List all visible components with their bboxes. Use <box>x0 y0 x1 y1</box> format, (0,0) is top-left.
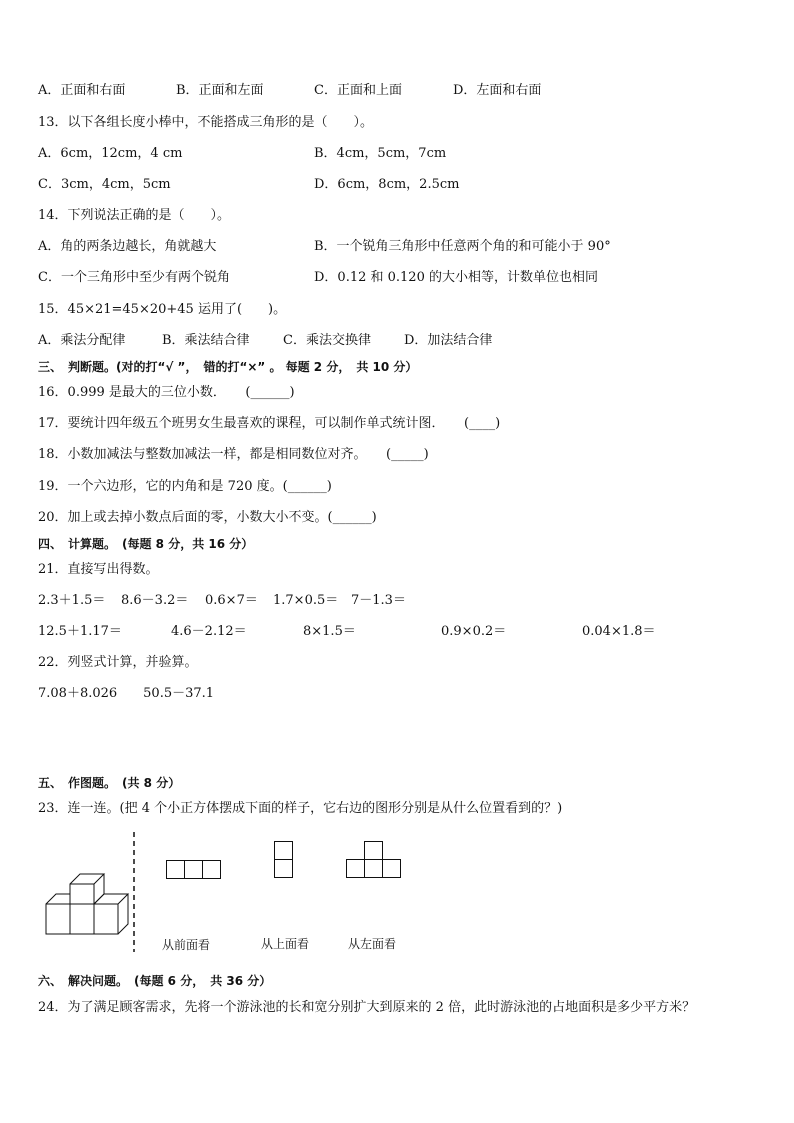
q15-option-c: C．乘法交换律 <box>283 333 371 348</box>
q12-option-c: C．正面和上面 <box>314 83 402 98</box>
caption-left-view: 从左面看 <box>348 937 397 951</box>
q12-option-a: A．正面和右面 <box>38 83 126 98</box>
q12-option-b: B．正面和左面 <box>176 83 264 98</box>
q20-statement: 20．加上或去掉小数点后面的零，小数大小不变。(______) <box>38 510 377 525</box>
q21-item: 2.3＋1.5＝ <box>38 593 106 608</box>
q18-statement: 18．小数加减法与整数加减法一样，都是相同数位对齐。 (_____) <box>38 447 429 462</box>
section-6-heading: 六、 解决问题。 (每题 6 分， 共 36 分） <box>38 974 272 988</box>
q14-option-b: B．一个锐角三角形中任意两个角的和可能小于 90° <box>314 239 611 254</box>
cube-stack-figure <box>40 870 130 940</box>
q13-stem: 13．以下各组长度小棒中，不能搭成三角形的是（ ）。 <box>38 115 374 130</box>
q13-option-b: B．4cm，5cm，7cm <box>314 146 447 161</box>
q21-item: 0.6×7＝ <box>205 593 258 608</box>
q14-option-c: C．一个三角形中至少有两个锐角 <box>38 270 230 285</box>
q15-stem: 15．45×21=45×20+45 运用了( )。 <box>38 302 287 317</box>
q23-stem: 23．连一连。(把 4 个小正方体摆成下面的样子，它右边的图形分别是从什么位置看到的？) <box>38 801 563 816</box>
q15-option-b: B．乘法结合律 <box>162 333 250 348</box>
q15-option-d: D．加法结合律 <box>404 333 493 348</box>
q14-option-d: D．0.12 和 0.120 的大小相等，计数单位也相同 <box>314 270 598 285</box>
q21-item: 1.7×0.5＝ <box>273 593 339 608</box>
view-two-stacked <box>274 841 294 879</box>
q14-stem: 14．下列说法正确的是（ ）。 <box>38 208 231 223</box>
q21-item: 0.04×1.8＝ <box>582 624 656 639</box>
q21-item: 8×1.5＝ <box>303 624 356 639</box>
q21-item: 4.6－2.12＝ <box>171 624 247 639</box>
q12-option-d: D．左面和右面 <box>453 83 542 98</box>
q21-item: 0.9×0.2＝ <box>441 624 507 639</box>
q21-item: 7－1.3＝ <box>351 593 406 608</box>
section-5-heading: 五、 作图题。 (共 8 分） <box>38 776 181 790</box>
section-4-heading: 四、 计算题。 (每题 8 分，共 16 分） <box>38 537 254 551</box>
q21-stem: 21．直接写出得数。 <box>38 562 159 577</box>
q21-item: 8.6－3.2＝ <box>121 593 189 608</box>
view-three-in-row <box>166 860 222 880</box>
dashed-divider <box>132 832 136 952</box>
section-3-heading: 三、 判断题。(对的打“√ ”， 错的打“×” 。 每题 2 分， 共 10 分） <box>38 360 418 374</box>
q24-stem: 24．为了满足顾客需求，先将一个游泳池的长和宽分别扩大到原来的 2 倍，此时游泳池的占地面积是多少平方米？ <box>38 1000 696 1015</box>
q22-stem: 22．列竖式计算，并验算。 <box>38 655 198 670</box>
q19-statement: 19．一个六边形，它的内角和是 720 度。(______) <box>38 479 332 494</box>
view-t-shape <box>346 841 402 879</box>
q21-item: 12.5＋1.17＝ <box>38 624 122 639</box>
q13-option-a: A．6cm，12cm，4 cm <box>38 146 183 161</box>
q13-option-d: D．6cm，8cm，2.5cm <box>314 177 460 192</box>
caption-front-view: 从前面看 <box>162 938 211 952</box>
q17-statement: 17．要统计四年级五个班男女生最喜欢的课程，可以制作单式统计图． (____) <box>38 416 501 431</box>
q16-statement: 16．0.999 是最大的三位小数． (______) <box>38 385 295 400</box>
q14-option-a: A．角的两条边越长，角就越大 <box>38 239 217 254</box>
q13-option-c: C．3cm，4cm，5cm <box>38 177 171 192</box>
q22-items: 7.08＋8.026 50.5－37.1 <box>38 686 215 701</box>
caption-top-view: 从上面看 <box>261 937 310 951</box>
q15-option-a: A．乘法分配律 <box>38 333 126 348</box>
